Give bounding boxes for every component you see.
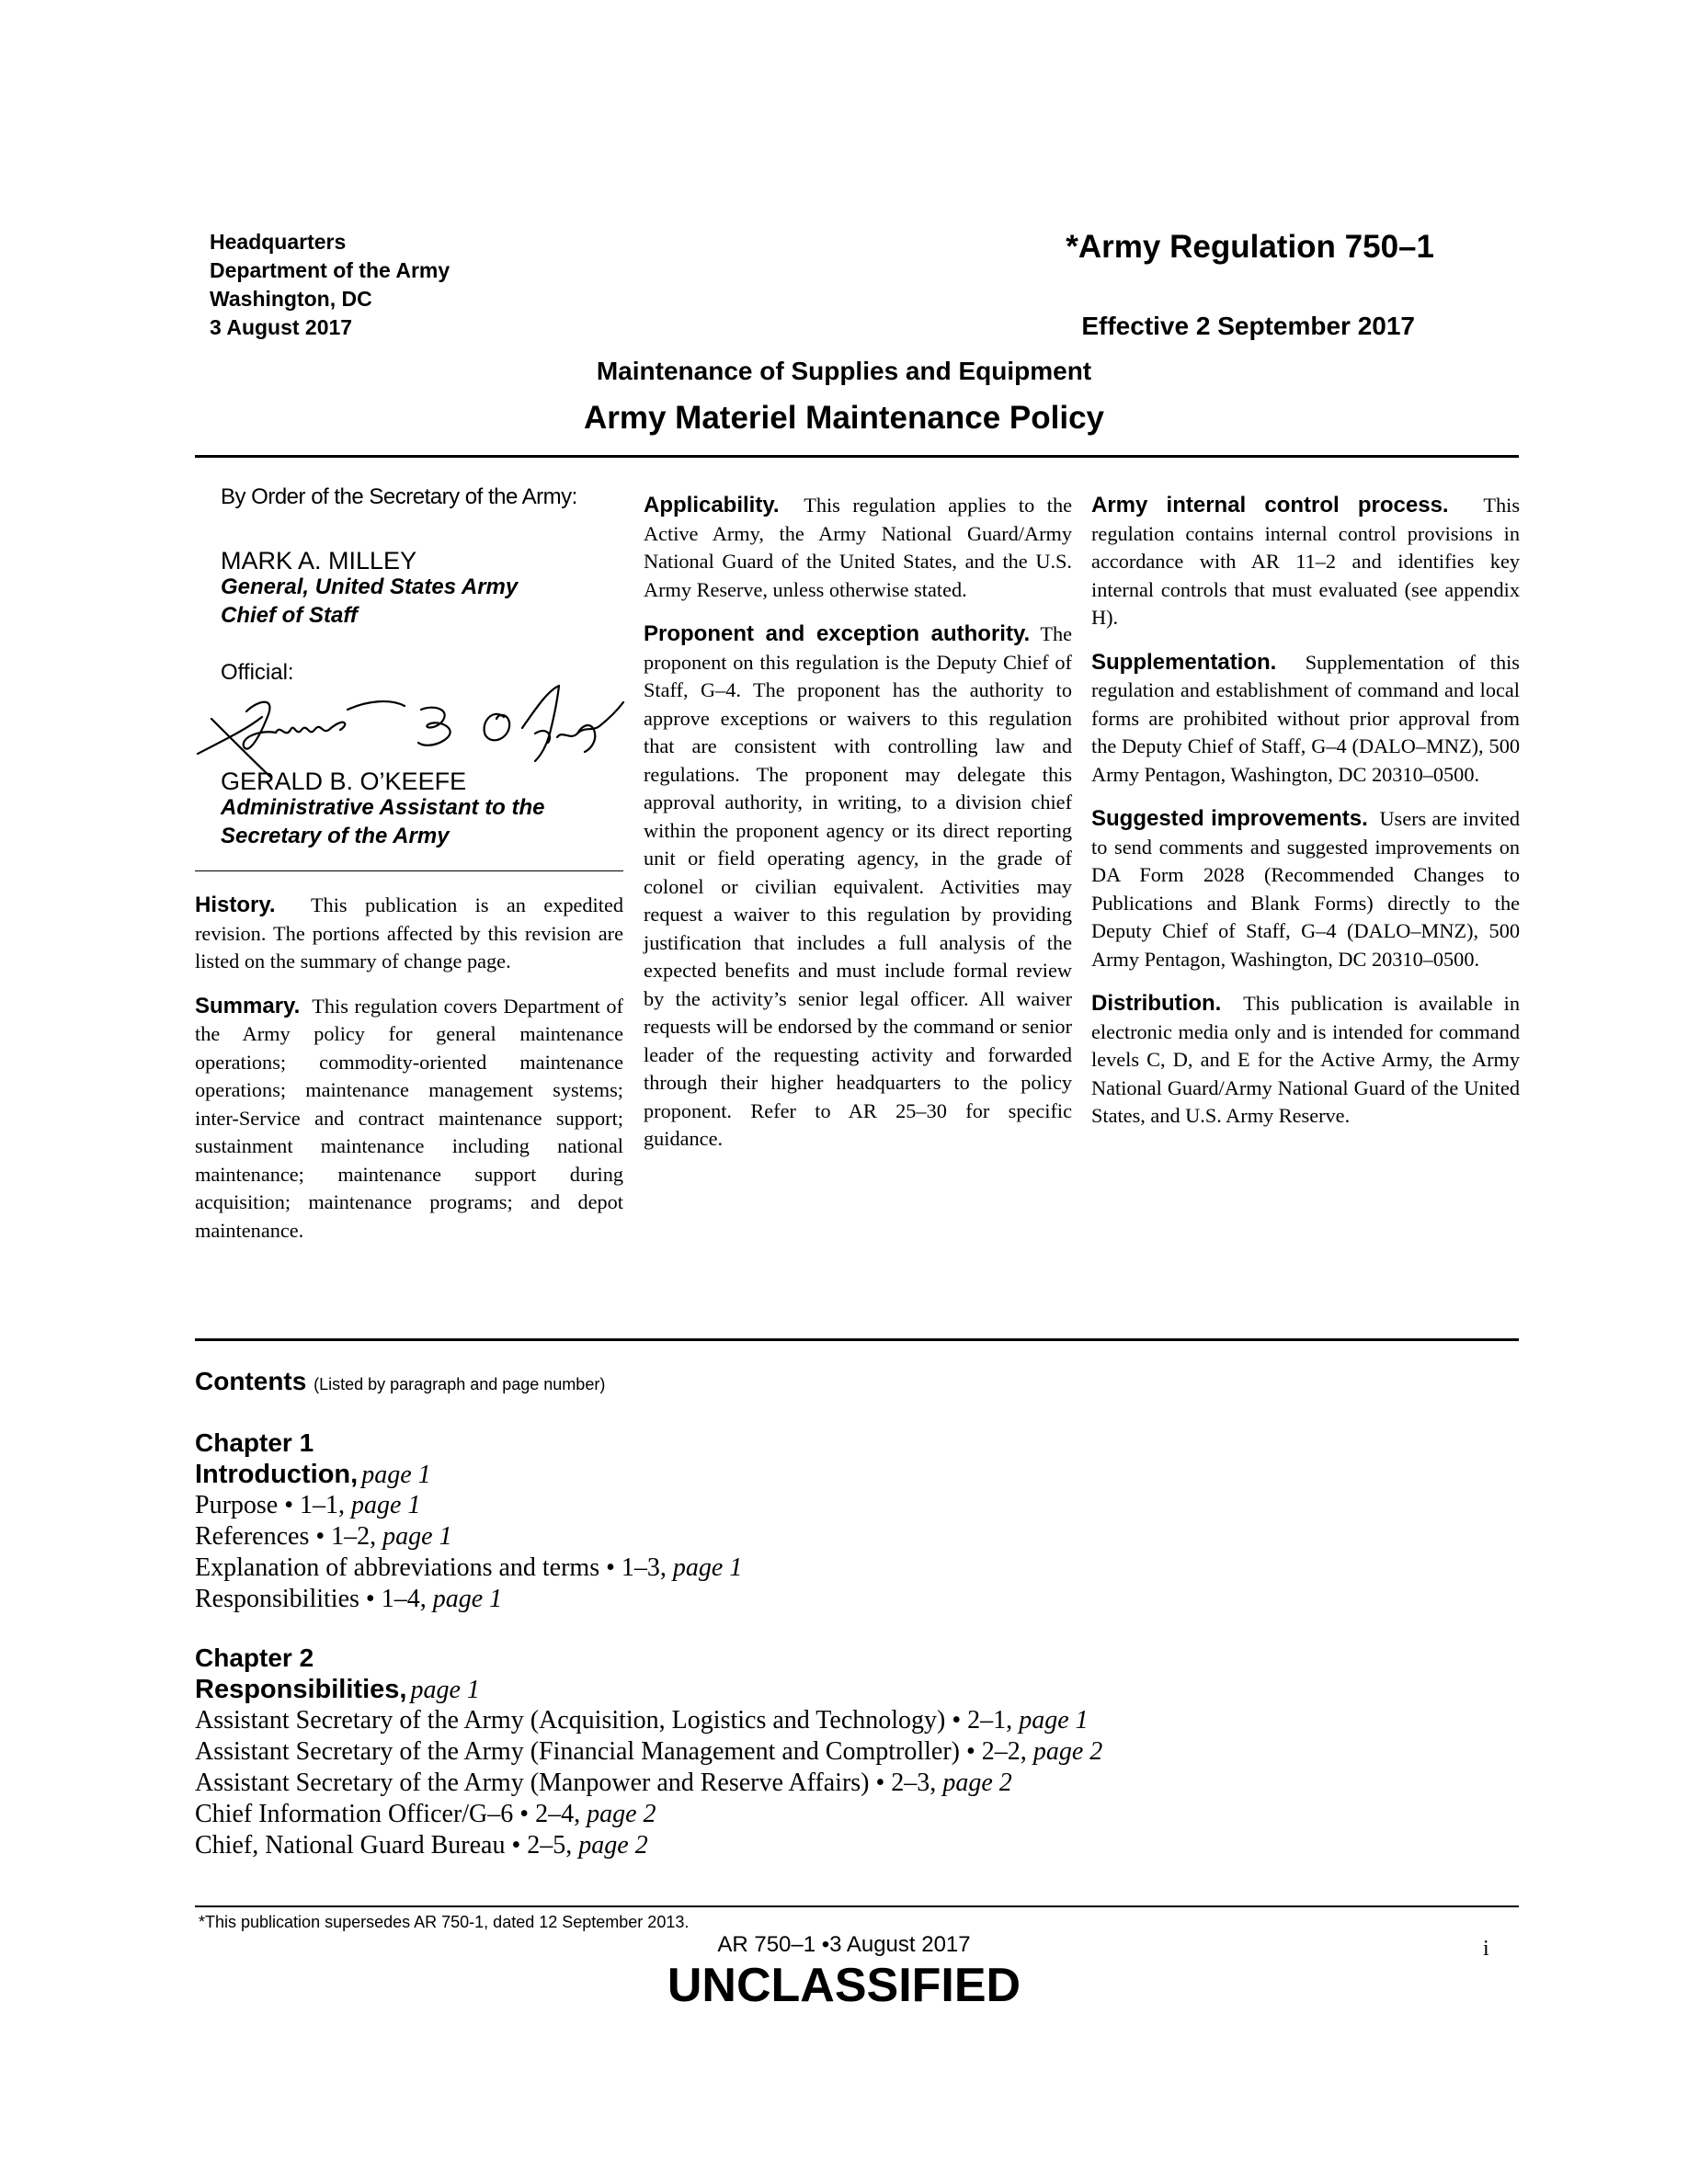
footer-divider xyxy=(195,1905,1519,1907)
column-right xyxy=(1091,492,1520,1147)
supplementation-text: Supplementation of this regulation and establishment of command and local forms are prohibited without prior approval from the Deputy Chief of Staff, G–4 (DALO–MNZ), 500 Army Pentagon, Washington, DC 20310–0500. xyxy=(1091,650,1520,786)
toc-entry-page: page 1 xyxy=(672,1553,743,1582)
contents-note: (Listed by paragraph and page number) xyxy=(314,1375,606,1393)
contents-heading: Contents xyxy=(195,1367,307,1395)
chapter-page: page 1 xyxy=(361,1461,431,1489)
history-section xyxy=(195,892,623,976)
internal-control-text: This regulation contains internal control provisions in accordance with AR 11–2 and identifies key internal controls that must evaluated (see appendix H). xyxy=(1091,494,1521,629)
toc-entry[interactable] xyxy=(195,1521,1519,1553)
proponent-text: The proponent on this regulation is the Deputy Chief of Staff, G–4. The proponent has the authority to approve exceptions or waivers to this regulation that are consistent with controlling law and regulations. The proponent may delegate this approval authority, in writing, to a division chief within the proponent agency or its direct reporting unit or field operating agency, in the grade of colonel or civilian equivalent. Activities may request a waiver to this regulation by providing justification that includes a full analysis of the expected benefits and must include formal review by the activity’s senior legal officer. All waiver requests will be endorsed by the command or senior leader of the requesting activity and forwarded through their higher headquarters to the policy proponent. Refer to AR 25–30 for specific guidance. xyxy=(644,622,1073,1150)
internal-control-section xyxy=(1091,492,1520,632)
chapter-label: Chapter 2 xyxy=(195,1644,314,1672)
toc-entry-page: page 1 xyxy=(432,1585,503,1613)
toc-entry-text: Assistant Secretary of the Army (Manpower and Reserve Affairs) • 2–3, xyxy=(195,1769,937,1797)
proponent-heading: Proponent and exception authority. xyxy=(644,621,1031,646)
hq-line: Headquarters xyxy=(210,230,347,254)
chapter-block xyxy=(195,1643,1519,1861)
toc-entry[interactable] xyxy=(195,1736,1519,1768)
chapter-title: Responsibilities, xyxy=(195,1675,407,1704)
improvements-heading: Suggested improvements. xyxy=(1091,806,1368,831)
authority-divider xyxy=(195,870,623,871)
toc-entry-page: page 2 xyxy=(578,1831,648,1860)
toc-entry-page: page 1 xyxy=(1019,1706,1089,1735)
chapter-block xyxy=(195,1428,1519,1615)
improvements-section xyxy=(1091,805,1520,973)
contents-heading-line xyxy=(195,1366,1519,1400)
column-middle xyxy=(644,492,1072,1170)
official-name: GERALD B. O’KEEFE xyxy=(221,768,467,795)
improvements-text: Users are invited to send comments and suggested improvements on DA Form 2028 (Recommended Changes to Publications and Blank Forms) directly to the Deputy Chief of Staff, G–4 (DALO–MNZ), 500 Army Pentagon, Washington, DC 20310–0500. xyxy=(1091,807,1520,971)
hq-line: Washington, DC xyxy=(210,287,372,311)
supplementation-section xyxy=(1091,649,1520,790)
summary-heading: Summary. xyxy=(195,993,301,1018)
header-divider xyxy=(195,455,1519,458)
toc-entry-page: page 1 xyxy=(351,1491,421,1519)
toc-entry[interactable] xyxy=(195,1584,1519,1615)
regulation-number: *Army Regulation 750–1 xyxy=(1066,229,1434,265)
classification-marking: UNCLASSIFIED xyxy=(667,1959,1021,2012)
toc-entry[interactable] xyxy=(195,1799,1519,1830)
toc-entry-text: Chief, National Guard Bureau • 2–5, xyxy=(195,1831,573,1860)
toc-entry[interactable] xyxy=(195,1490,1519,1521)
toc-entry-page: page 2 xyxy=(942,1769,1012,1797)
toc-entry-text: Explanation of abbreviations and terms • 1–3, xyxy=(195,1553,667,1582)
page-number: i xyxy=(1483,1937,1489,1961)
toc-entry[interactable] xyxy=(195,1705,1519,1736)
signer-name: MARK A. MILLEY xyxy=(221,547,417,574)
document-title: Army Materiel Maintenance Policy xyxy=(583,400,1105,436)
summary-text: This regulation covers Department of the Army policy for general maintenance operations; commodity-oriented maintenance operations; maintenance management systems; inter-Service and contract maintenance support; sustainment maintenance including national maintenance; maintenance support during acquisition; maintenance programs; and depot maintenance. xyxy=(195,994,623,1242)
toc-entry-page: page 2 xyxy=(1032,1737,1103,1766)
applicability-section xyxy=(644,492,1072,604)
toc-entry-text: Assistant Secretary of the Army (Financial Management and Comptroller) • 2–2, xyxy=(195,1737,1027,1766)
internal-control-heading: Army internal control process. xyxy=(1091,493,1449,518)
summary-section xyxy=(195,993,623,1246)
applicability-text: This regulation applies to the Active Army, the Army National Guard/Army National Guard of the United States, and the U.S. Army Reserve, unless otherwise stated. xyxy=(644,494,1073,601)
toc-entry-page: page 2 xyxy=(587,1800,656,1828)
chapter-title: Introduction, xyxy=(195,1460,359,1489)
history-text: This publication is an expedited revision. The portions affected by this revision are listed on the summary of change page. xyxy=(195,893,623,973)
distribution-text: This publication is available in electronic media only and is intended for command levels C, D, and E for the Active Army, the Army National Guard/Army National Guard of the United States, and U.S. Army Reserve. xyxy=(1091,992,1521,1127)
toc-entry-text: Purpose • 1–1, xyxy=(195,1491,346,1519)
footer-document-id: AR 750–1 •3 August 2017 xyxy=(717,1932,971,1957)
chapter-page: page 1 xyxy=(410,1676,480,1704)
supplementation-heading: Supplementation. xyxy=(1091,649,1277,675)
chapter-heading[interactable] xyxy=(195,1674,1519,1705)
toc-entry-text: References • 1–2, xyxy=(195,1522,377,1551)
hq-date: 3 August 2017 xyxy=(210,315,353,339)
distribution-heading: Distribution. xyxy=(1091,991,1222,1016)
headquarters-block xyxy=(210,228,450,342)
toc-entry-page: page 1 xyxy=(382,1522,452,1551)
official-title-line-1: Administrative Assistant to the xyxy=(221,795,545,820)
toc-entry-text: Assistant Secretary of the Army (Acquisition, Logistics and Technology) • 2–1, xyxy=(195,1706,1013,1735)
official-label: Official: xyxy=(221,660,294,685)
by-order-line: By Order of the Secretary of the Army: xyxy=(221,484,577,509)
hq-line: Department of the Army xyxy=(210,258,451,282)
toc-entry[interactable] xyxy=(195,1830,1519,1861)
toc-entry[interactable] xyxy=(195,1553,1519,1584)
chapter-heading[interactable] xyxy=(195,1459,1519,1490)
applicability-heading: Applicability. xyxy=(644,493,780,518)
document-subtitle: Maintenance of Supplies and Equipment xyxy=(596,357,1092,385)
signer-position: Chief of Staff xyxy=(221,603,358,628)
distribution-section xyxy=(1091,990,1520,1131)
official-title-line-2: Secretary of the Army xyxy=(221,824,450,848)
column-left xyxy=(195,892,623,1261)
effective-date: Effective 2 September 2017 xyxy=(1081,312,1415,340)
toc-entry[interactable] xyxy=(195,1768,1519,1799)
toc-entry-text: Responsibilities • 1–4, xyxy=(195,1585,427,1613)
supersedes-note: *This publication supersedes AR 750-1, dated 12 September 2013. xyxy=(199,1913,690,1931)
body-divider xyxy=(195,1338,1519,1341)
table-of-contents xyxy=(195,1366,1519,1861)
history-heading: History. xyxy=(195,893,276,917)
signer-rank: General, United States Army xyxy=(221,574,519,599)
proponent-section xyxy=(644,620,1072,1154)
chapter-label: Chapter 1 xyxy=(195,1428,314,1457)
toc-entry-text: Chief Information Officer/G–6 • 2–4, xyxy=(195,1800,581,1828)
